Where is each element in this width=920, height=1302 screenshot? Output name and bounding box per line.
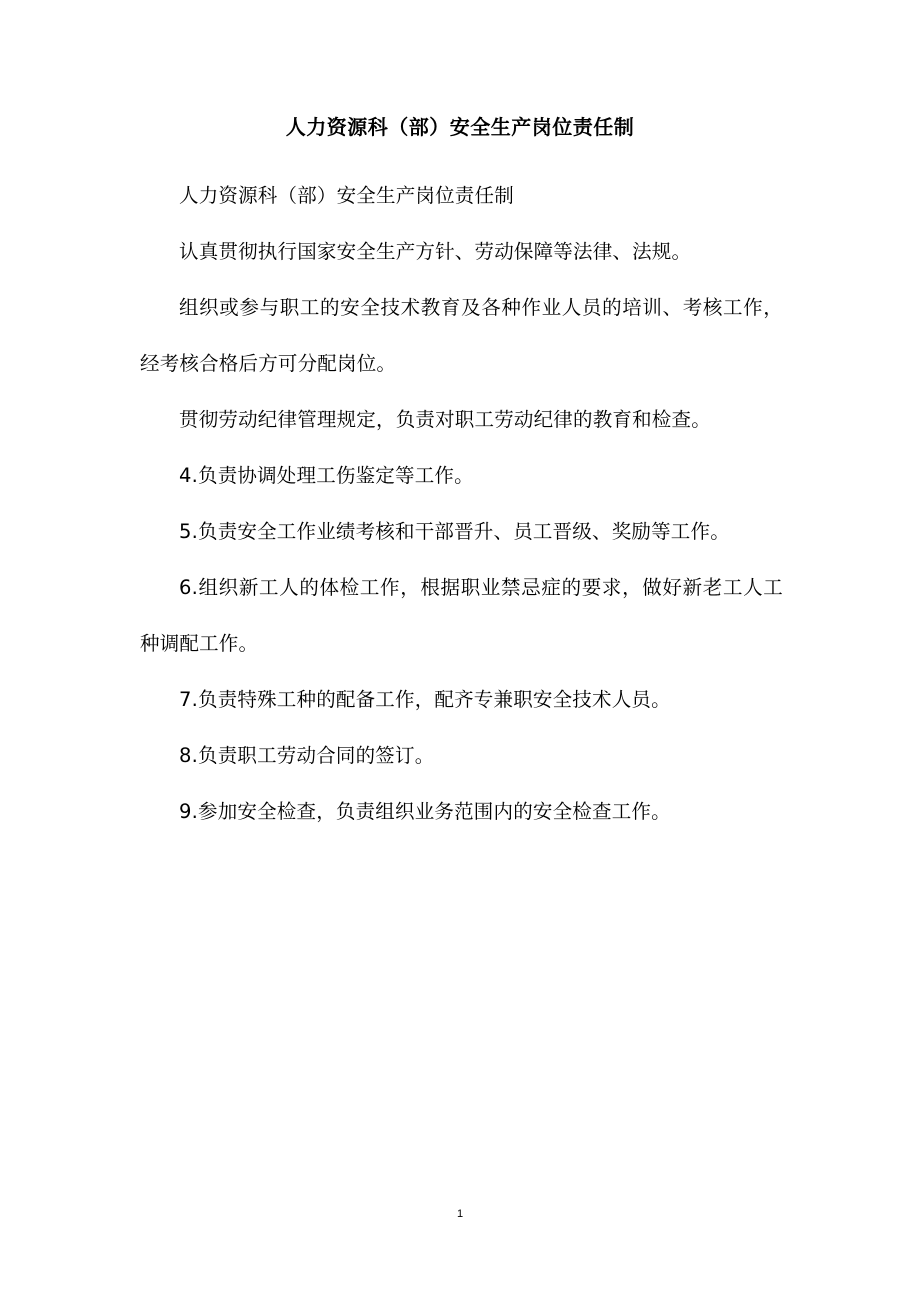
- page-number: 1: [456, 1208, 464, 1220]
- paragraph-item-4: 4.负责协调处理工伤鉴定等工作。: [179, 464, 474, 487]
- paragraph-item-3: 贯彻劳动纪律管理规定，负责对职工劳动纪律的教育和检查。: [179, 408, 711, 431]
- paragraph-subtitle: 人力资源科（部）安全生产岗位责任制: [179, 184, 514, 207]
- document-body: [140, 168, 783, 840]
- paragraph-item-5: 5.负责安全工作业绩考核和干部晋升、员工晋级、奖励等工作。: [179, 520, 730, 543]
- paragraph-item-8: 8.负责职工劳动合同的签订。: [179, 744, 435, 767]
- paragraph-item-1: 认真贯彻执行国家安全生产方针、劳动保障等法律、法规。: [179, 240, 692, 263]
- paragraph-item-7: 7.负责特殊工种的配备工作，配齐专兼职安全技术人员。: [179, 688, 671, 711]
- paragraph-item-2: 组织或参与职工的安全技术教育及各种作业人员的培训、考核工作，经考核合格后方可分配岗位。: [140, 296, 783, 375]
- paragraph-item-6: 6.组织新工人的体检工作，根据职业禁忌症的要求，做好新老工人工种调配工作。: [140, 576, 783, 655]
- document-title: 人力资源科（部）安全生产岗位责任制: [285, 115, 635, 139]
- paragraph-item-9: 9.参加安全检查，负责组织业务范围内的安全检查工作。: [179, 800, 671, 823]
